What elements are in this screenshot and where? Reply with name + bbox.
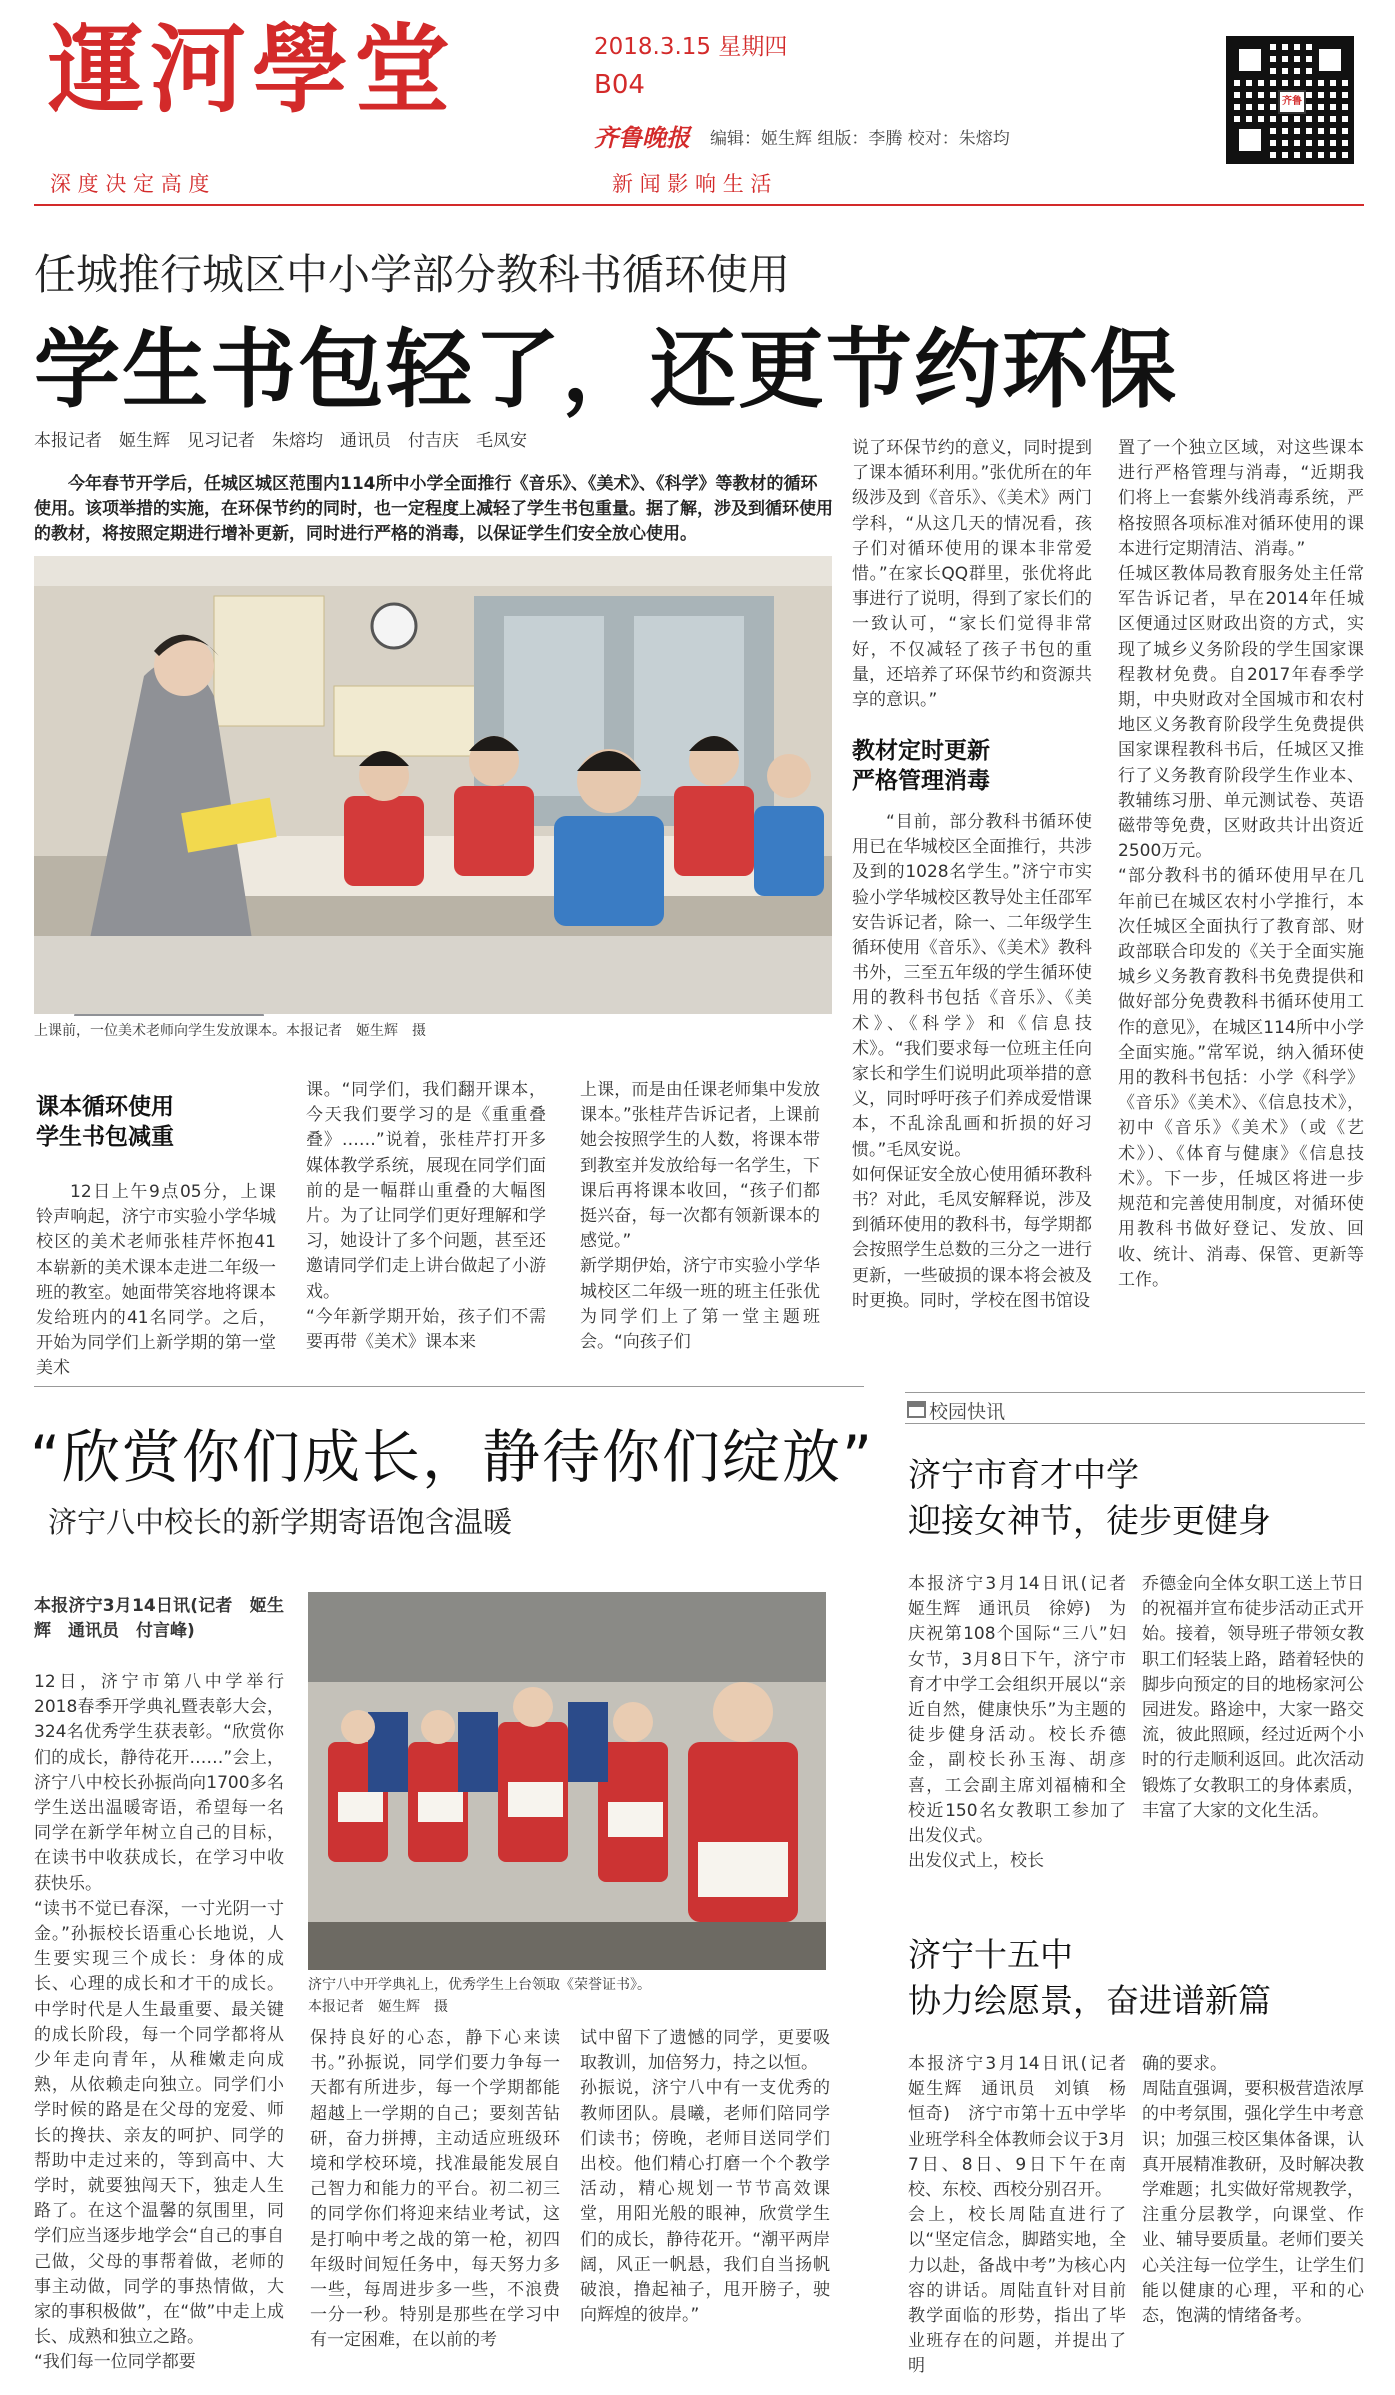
article-column: 12日上午9点05分，上课铃声响起，济宁市实验小学华城校区的美术老师张桂芹怀抱41本崭新的美术课本走进二年级一班的教室。她面带笑容地将课本发给班内的41名同学。之后，开始为同学们上新学期的第一堂美术	[36, 1182, 276, 1379]
qr-code-icon	[1226, 36, 1354, 164]
newspaper-name: 齐鲁晚报	[594, 124, 690, 152]
page-number: B04	[594, 70, 645, 100]
article-headline: “欣赏你们成长，静待你们绽放”	[30, 1423, 875, 1491]
news-column: 乔德金向全体女职工送上节日的祝福并宣布徒步活动正式开始。接着，领导班子带领女教职工们轻装上路，踏着轻快的脚步向预定的目的地杨家河公园进发。路途中，大家一路交流，彼此照顾，经过近两个小时的行走顺利返回。此次活动锻炼了女教职工的身体素质，丰富了大家的文化生活。	[1142, 1574, 1364, 1821]
section-subhead: 课本循环使用 学生书包减重	[36, 1094, 174, 1150]
editor-credits: 编辑：姬生辉 组版：李腾 校对：朱熔均	[710, 129, 1010, 149]
news-column: 本报济宁3月14日讯(记者 姬生辉 通讯员 徐婷) 为庆祝第108个国际“三八”妇女节，3月8日下午，济宁市育才中学工会组织开展以“亲近自然，健康快乐”为主题的徒步健身活动。校长乔德金，副校长孙玉海、胡彦喜，工会副主席刘福楠和全校近150名女教职工参加了出发仪式。 出发仪式上，校长	[908, 1574, 1126, 1872]
article-column: 课。“同学们，我们翻开课本，今天我们要学习的是《重重叠叠》……”说着，张桂芹打开多媒体教学系统，展现在同学们面前的是一幅群山重叠的大幅图片。为了让同学们更好理解和学习，她设计了多个问题，甚至还邀请同学们走上讲台做起了小游戏。 “今年新学期开始，孩子们不需要再带《美术》课本来	[306, 1080, 546, 1353]
masthead-divider	[34, 204, 1364, 206]
campus-news-tag: 校园快讯	[905, 1392, 1365, 1424]
news-title: 济宁十五中 协力绘愿景，奋进谱新篇	[908, 1935, 1271, 2020]
article-column: 上课，而是由任课老师集中发放课本。”张桂芹告诉记者，上课前她会按照学生的人数，将课本带到教室并发放给每一名学生，下课后再将课本收回，“孩子们都挺兴奋，每一次都有领新课本的感觉。” 新学期伊始，济宁市实验小学华城校区二年级一班的班主任张优为同学们上了第一堂主题班会。“向孩子们	[580, 1080, 820, 1353]
issue-date: 2018.3.15 星期四	[594, 34, 788, 60]
article-subtitle: 济宁八中校长的新学期寄语饱含温暖	[48, 1505, 513, 1539]
section-divider	[34, 1386, 864, 1387]
article-byline: 本报济宁3月14日讯(记者 姬生辉 通讯员 付言峰)	[34, 1596, 284, 1642]
classroom-photo	[34, 556, 832, 1014]
slogan-right: 新 闻 影 响 生 活	[612, 172, 772, 196]
section-subhead: 教材定时更新 严格管理消毒	[852, 738, 990, 794]
article-column: 试中留下了遗憾的同学，更要吸取教训，加倍努力，持之以恒。 孙振说，济宁八中有一支优秀的教师团队。晨曦，老师们陪同学们读书；傍晚，老师目送同学们出校。他们精心打磨一个个教学活动，精心规划一节节高效课堂，用阳光般的眼神，欣赏学生们的成长，静待花开。“潮平两岸阔，风正一帆悬，我们自当扬帆破浪，撸起袖子，甩开膀子，驶向辉煌的彼岸。”	[580, 2028, 830, 2326]
photo-caption: 上课前，一位美术老师向学生发放课本。本报记者 姬生辉 摄	[34, 1023, 426, 1039]
article-headline: 学生书包轻了，还更节约环保	[34, 320, 1178, 420]
article-column: “目前，部分教科书循环使用已在华城校区全面推行，共涉及到的1028名学生。”济宁市实验小学华城校区教导处主任邵军安告诉记者，除一、二年级学生循环使用《音乐》、《美术》教科书外，三至五年级的学生循环使用的教科书包括《音乐》、《美术》、《科学》和《信息技术》。“我们要求每一位班主任向家长和学生们说明此项举措的意义，同时呼吁孩子们养成爱惜课本，不乱涂乱画和折损的好习惯。”毛凤安说。 如何保证安全放心使用循环教科书？对此，毛凤安解释说，涉及到循环使用的教科书，每学期都会按照学生总数的三分之一进行更新，一些破损的课本将会被及时更换。同时，学校在图书馆设	[852, 812, 1092, 1311]
newspaper-logo: 運河學堂	[48, 13, 456, 126]
article-lead: 今年春节开学后，任城区城区范围内114所中小学全面推行《音乐》、《美术》、《科学》等教材的循环使用。该项举措的实施，在环保节约的同时，也一定程度上减轻了学生书包重量。据了解，涉及到循环使用的教材，将按照定期进行增补更新，同时进行严格的消毒，以保证学生们安全放心使用。	[34, 474, 833, 544]
article-column: 说了环保节约的意义，同时提到了课本循环利用。”张优所在的年级涉及到《音乐》、《美术》两门学科，“从这几天的情况看，孩子们对循环使用的课本非常爱惜。”在家长QQ群里，张优将此事进行了说明，得到了家长们的一致认可，“家长们觉得非常好，不仅减轻了孩子书包的重量，还培养了环保节约和资源共享的意识。”	[852, 438, 1092, 711]
article-byline: 本报记者 姬生辉 见习记者 朱熔均 通讯员 付吉庆 毛凤安	[34, 431, 527, 451]
news-column: 确的要求。 周陆直强调，要积极营造浓厚的中考氛围，强化学生中考意识；加强三校区集体备课，认真开展精准教研，及时解决教学难题；扎实做好常规教学，注重分层教学，向课堂、作业、辅导要质量。老师们要关心关注每一位学生，让学生们能以健康的心理，平和的心态，饱满的情绪备考。	[1142, 2054, 1364, 2327]
qr-code-label: 齐鲁	[1278, 90, 1306, 114]
news-column: 本报济宁3月14日讯(记者 姬生辉 通讯员 刘镇 杨恒奇) 济宁市第十五中学毕业班学科全体教师会议于3月7日、8日、9日下午在南校、东校、西校分别召开。 会上，校长周陆直进行了以“坚定信念，脚踏实地，全力以赴，备战中考”为核心内容的讲话。周陆直针对目前教学面临的形势，指出了毕业班存在的问题，并提出了明	[908, 2054, 1126, 2377]
article-column: 置了一个独立区域，对这些课本进行严格管理与消毒，“近期我们将上一套紫外线消毒系统，严格按照各项标准对循环使用的课本进行定期清洁、消毒。” 任城区教体局教育服务处主任常军告诉记者，早在2014年任城区便通过区财政出资的方式，实现了城乡义务阶段的学生国家课程教材免费。自2017年春季学期，中央财政对全国城市和农村地区义务教育阶段学生免费提供国家课程教科书后，任城区又推行了义务教育阶段学生作业本、教辅练习册、单元测试卷、英语磁带等免费，区财政共计出资近2500万元。 “部分教科书的循环使用早在几年前已在城区农村小学推行，本次任城区全面执行了教育部、财政部联合印发的《关于全面实施城乡义务教育教科书免费提供和做好部分免费教科书循环使用工作的意见》，在城区114所中小学全面实施。”常军说，纳入循环使用的教科书包括：小学《科学》《音乐》《美术》、《信息技术》，初中《音乐》《美术》（或《艺术》）、《体育与健康》《信息技术》。下一步，任城区将进一步规范和完善使用制度，对循环使用教科书做好登记、发放、回收、统计、消毒、保管、更新等工作。	[1118, 438, 1364, 1290]
slogan-left: 深 度 决 定 高 度	[50, 172, 210, 196]
ceremony-photo	[308, 1592, 826, 1970]
news-title: 济宁市育才中学 迎接女神节，徒步更健身	[908, 1455, 1271, 1540]
article-column: 12日，济宁市第八中学举行2018春季开学典礼暨表彰大会，324名优秀学生获表彰。“欣赏你们的成长，静待花开……”会上，济宁八中校长孙振尚向1700多名学生送出温暖寄语，希望每一名同学在新学年树立自己的目标，在读书中收获成长，在学习中收获快乐。 “读书不觉已春深，一寸光阴一寸金。”孙振校长语重心长地说，人生要实现三个成长：身体的成长、心理的成长和才干的成长。中学时代是人生最重要、最关键的成长阶段，每一个同学都将从少年走向青年，从稚嫩走向成熟，从依赖走向独立。同学们小学时候的路是在父母的宠爱、师长的搀扶、亲友的呵护、同学的帮助中走过来的，等到高中、大学时，就要独闯天下，独走人生路了。在这个温馨的氛围里，同学们应当逐步地学会“自己的事自己做，父母的事帮着做，老师的事主动做，同学的事热情做，大家的事积极做”，在“做”中走上成长、成熟和独立之路。 “我们每一位同学都要	[34, 1672, 284, 2373]
article-kicker: 任城推行城区中小学部分教科书循环使用	[34, 250, 791, 299]
article-column: 保持良好的心态，静下心来读书。”孙振说，同学们要力争每一天都有所进步，每一个学期都能超越上一学期的自己；要刻苦钻研，奋力拼搏，主动适应班级环境和学校环境，找准最能发展自己智力和能力的平台。初二初三的同学你们将迎来结业考试，这是打响中考之战的第一枪，初四年级时间短任务中，每天努力多一些，每周进步多一些，不浪费一分一秒。特别是那些在学习中有一定困难，在以前的考	[310, 2028, 560, 2351]
photo-caption: 济宁八中开学典礼上，优秀学生上台领取《荣誉证书》。 本报记者 姬生辉 摄	[308, 1977, 651, 2015]
